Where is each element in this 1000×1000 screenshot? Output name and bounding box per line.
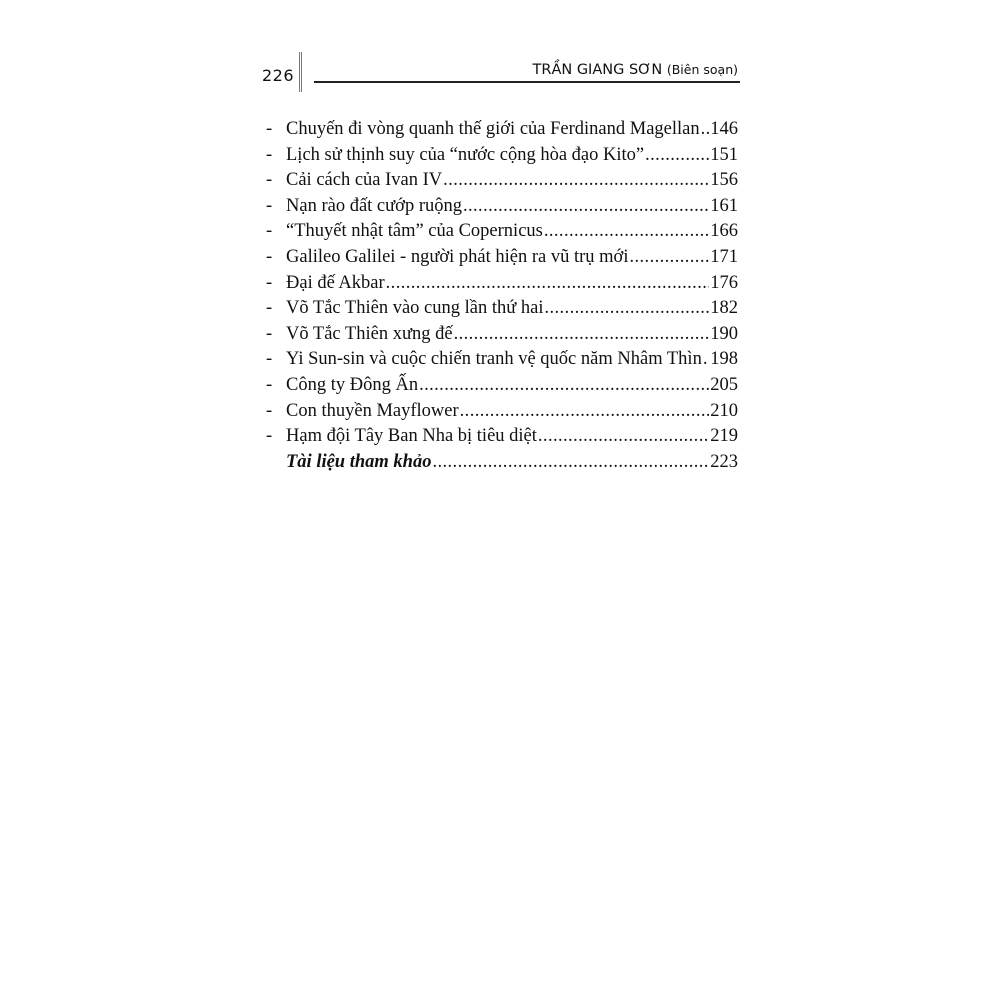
- entry-title: Nạn rào đất cướp ruộng: [286, 195, 462, 216]
- dot-leader: [460, 399, 710, 425]
- toc-entry: [266, 424, 738, 450]
- entry-page: 176: [710, 272, 738, 293]
- page-header: [262, 52, 740, 92]
- dot-leader: [701, 117, 710, 143]
- entry-title: Chuyến đi vòng quanh thế giới của Ferdinand Magellan: [286, 119, 700, 139]
- toc-entry: [266, 399, 738, 425]
- entry-page: 210: [710, 400, 738, 421]
- toc-entry: [266, 117, 738, 143]
- entry-dash: -: [266, 374, 273, 395]
- entry-title: Võ Tắc Thiên vào cung lần thứ hai: [286, 298, 544, 319]
- toc-entry: [266, 168, 738, 194]
- toc-entry: [266, 219, 738, 245]
- toc-entry-references: [266, 450, 738, 476]
- entry-page: 161: [710, 195, 738, 216]
- toc-entry: [266, 143, 738, 169]
- entry-title: Cải cách của Ivan IV: [286, 170, 443, 191]
- entry-page: 205: [710, 374, 738, 395]
- dot-leader: [645, 143, 709, 169]
- entry-page: 190: [710, 323, 738, 344]
- page-number: 226: [262, 66, 295, 85]
- entry-dash: -: [266, 221, 273, 242]
- entry-dash: -: [266, 400, 273, 421]
- entry-page: 182: [710, 298, 738, 319]
- entry-title: Đại đế Akbar: [286, 272, 385, 293]
- entry-dash: -: [266, 195, 273, 216]
- dot-leader: [432, 450, 709, 476]
- entry-page: 219: [710, 426, 738, 447]
- entry-dash: -: [266, 144, 273, 165]
- entry-dash: -: [266, 298, 273, 319]
- entry-page: 171: [710, 246, 738, 267]
- entry-title: “Thuyết nhật tâm” của Copernicus: [286, 221, 543, 242]
- entry-page: 151: [710, 144, 738, 165]
- entry-page: 156: [710, 170, 738, 191]
- dot-leader: [538, 424, 709, 450]
- entry-dash: -: [266, 246, 273, 267]
- entry-page: 198: [710, 349, 738, 370]
- references-title: Tài liệu tham khảo: [286, 451, 432, 472]
- dot-leader: [703, 347, 709, 373]
- dot-leader: [443, 168, 709, 194]
- dot-leader: [544, 296, 709, 322]
- entry-dash: -: [266, 272, 273, 293]
- entry-dash: -: [266, 170, 273, 191]
- toc-entry: [266, 271, 738, 297]
- toc-entry: [266, 347, 738, 373]
- entry-title: Hạm đội Tây Ban Nha bị tiêu diệt: [286, 426, 537, 447]
- entry-page: 146: [710, 119, 738, 139]
- dot-leader: [454, 322, 710, 348]
- entry-dash: -: [266, 349, 273, 370]
- dot-leader: [419, 373, 709, 399]
- dot-leader: [544, 219, 709, 245]
- toc-entry: [266, 322, 738, 348]
- author-role: (Biên soạn): [666, 62, 738, 77]
- entry-dash: -: [266, 426, 273, 447]
- entry-title: Galileo Galilei - người phát hiện ra vũ trụ mới: [286, 246, 629, 267]
- header-rule: [314, 81, 740, 83]
- entry-title: Con thuyền Mayflower: [286, 400, 459, 421]
- entry-dash: -: [266, 323, 273, 344]
- dot-leader: [386, 271, 710, 297]
- toc-entry: [266, 245, 738, 271]
- dot-leader: [629, 245, 709, 271]
- toc-entry: [266, 296, 738, 322]
- entry-title: Công ty Đông Ấn: [286, 374, 419, 395]
- table-of-contents: [266, 117, 738, 475]
- author-name: TRẦN GIANG SƠN: [532, 62, 663, 78]
- header-divider: [299, 52, 302, 92]
- entry-title: Yi Sun-sin và cuộc chiến tranh vệ quốc năm Nhâm Thìn: [286, 349, 702, 370]
- running-title: [533, 62, 738, 78]
- toc-entry: [266, 373, 738, 399]
- entry-dash: -: [266, 119, 273, 139]
- references-page: 223: [710, 451, 738, 472]
- entry-title: Võ Tắc Thiên xưng đế: [286, 323, 453, 344]
- entry-title: Lịch sử thịnh suy của “nước cộng hòa đạo Kito”: [286, 144, 645, 165]
- dot-leader: [463, 194, 709, 220]
- toc-entry: [266, 194, 738, 220]
- entry-page: 166: [710, 221, 738, 242]
